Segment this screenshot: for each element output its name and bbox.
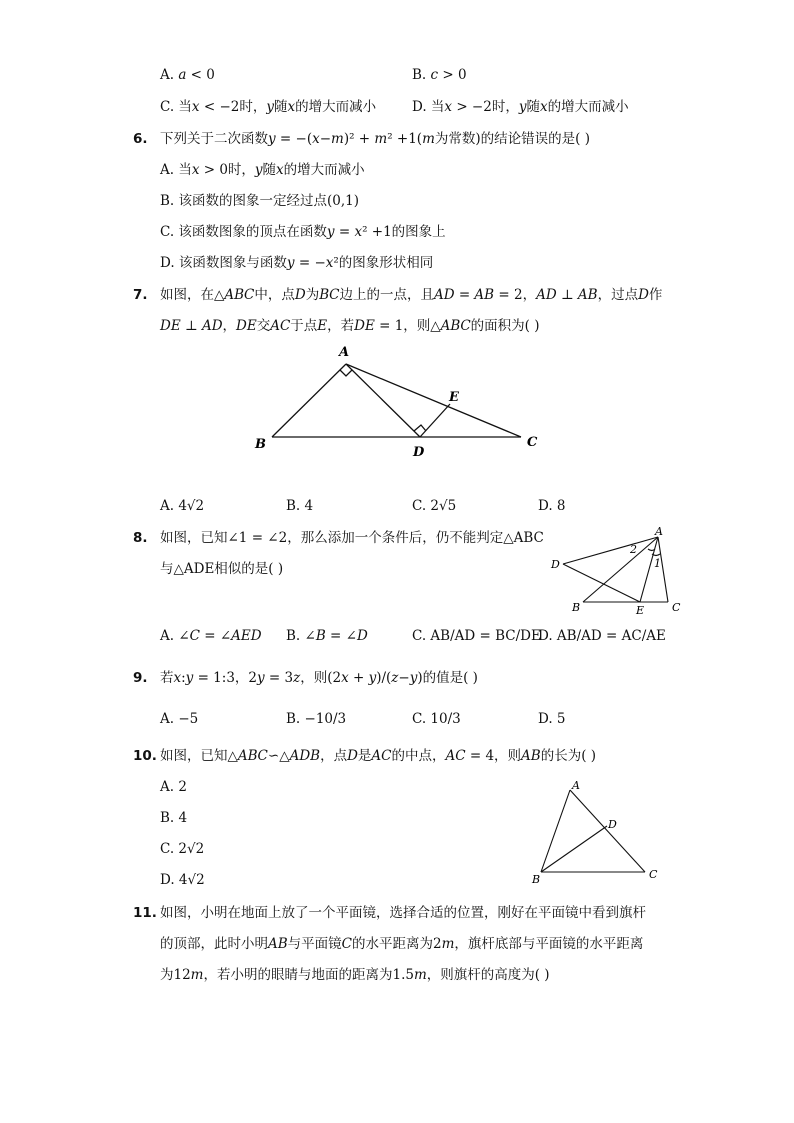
q9-option-c: C. 10/3 xyxy=(412,711,461,727)
q10-label-d: D xyxy=(608,818,617,831)
q7-label-b: B xyxy=(255,437,266,452)
q10-option-b: B. 4 xyxy=(160,810,188,826)
q10-stem: 如图，已知△𝐴𝐵𝐶∽△𝐴𝐷𝐵，点𝐷是𝐴𝐶的中点，𝐴𝐶 = 4，则𝐴𝐵的长为( ) xyxy=(160,748,597,764)
q6-option-c: C. 该函数图象的顶点在函数𝑦 = 𝑥² +1的图象上 xyxy=(160,224,446,240)
q5-option-b: B. 𝑐 > 0 xyxy=(412,67,467,83)
q8-stem-line1: 如图，已知∠1 = ∠2，那么添加一个条件后，仍不能判定△ABC xyxy=(160,530,544,546)
q7-option-d: D. 8 xyxy=(538,498,566,514)
q8-label-a: A xyxy=(655,525,663,538)
q5-option-d: D. 当𝑥 > −2时，𝑦随𝑥的增大而减小 xyxy=(412,99,629,115)
q5-option-c: C. 当𝑥 < −2时，𝑦随𝑥的增大而减小 xyxy=(160,99,377,115)
q10-number: 10. xyxy=(133,748,157,764)
q11-stem-line2: 的顶部，此时小明𝐴𝐵与平面镜𝐶的水平距离为2𝑚，旗杆底部与平面镜的水平距离 xyxy=(160,936,644,952)
q7-label-a: A xyxy=(339,345,350,360)
q7-option-a: A. 4√2 xyxy=(160,498,205,514)
q7-option-b: B. 4 xyxy=(286,498,314,514)
q10-label-c: C xyxy=(649,868,658,881)
q5-option-a: A. 𝑎 < 0 xyxy=(160,67,215,83)
q8-angle-1-label: 1 xyxy=(654,557,661,570)
q7-option-c: C. 2√5 xyxy=(412,498,457,514)
q10-option-c: C. 2√2 xyxy=(160,841,205,857)
q8-label-b: B xyxy=(572,601,581,614)
q8-label-d: D xyxy=(551,558,560,571)
q7-number: 7. xyxy=(133,287,148,303)
q9-option-d: D. 5 xyxy=(538,711,566,727)
q6-stem: 下列关于二次函数𝑦 = −(𝑥−𝑚)² + 𝑚² +1(𝑚为常数)的结论错误的是( ) xyxy=(160,131,590,147)
q11-number: 11. xyxy=(133,905,157,921)
q6-option-d: D. 该函数图象与函数𝑦 = −𝑥²的图象形状相同 xyxy=(160,255,434,271)
q10-label-b: B xyxy=(532,873,541,886)
q8-option-b: B. ∠𝐵 = ∠𝐷 xyxy=(286,628,368,644)
q7-stem-line1: 如图，在△𝐴𝐵𝐶中，点𝐷为𝐵𝐶边上的一点，且𝐴𝐷 = 𝐴𝐵 = 2，𝐴𝐷 ⊥ 𝐴𝐵，过点𝐷作 xyxy=(160,287,663,303)
q9-number: 9. xyxy=(133,670,148,686)
q8-option-d: D. AB/AD = AC/AE xyxy=(538,628,666,644)
q6-number: 6. xyxy=(133,131,148,147)
q6-option-b: B. 该函数的图象一定经过点(0,1) xyxy=(160,193,360,209)
q8-label-c: C xyxy=(672,601,681,614)
q7-label-c: C xyxy=(527,435,538,450)
q7-label-d: D xyxy=(413,445,425,460)
q8-stem-line2: 与△ADE相似的是( ) xyxy=(160,561,284,577)
q6-option-a: A. 当𝑥 > 0时，𝑦随𝑥的增大而减小 xyxy=(160,162,365,178)
q8-option-a: A. ∠𝐶 = ∠𝐴𝐸𝐷 xyxy=(160,628,262,644)
q11-stem-line3: 为12𝑚，若小明的眼睛与地面的距离为1.5𝑚，则旗杆的高度为( ) xyxy=(160,967,550,983)
q8-number: 8. xyxy=(133,530,148,546)
q7-stem-line2: 𝐷𝐸 ⊥ 𝐴𝐷，𝐷𝐸交𝐴𝐶于点𝐸，若𝐷𝐸 = 1，则△𝐴𝐵𝐶的面积为( ) xyxy=(160,318,540,334)
q9-option-a: A. −5 xyxy=(160,711,199,727)
q8-label-e: E xyxy=(636,604,645,617)
q9-stem: 若𝑥:𝑦 = 1:3，2𝑦 = 3𝑧，则(2𝑥 + 𝑦)/(𝑧−𝑦)的值是( ) xyxy=(160,670,478,686)
q9-option-b: B. −10/3 xyxy=(286,711,347,727)
q10-option-a: A. 2 xyxy=(160,779,187,795)
q8-option-c: C. AB/AD = BC/DE xyxy=(412,628,541,644)
q10-label-a: A xyxy=(572,779,580,792)
q11-stem-line1: 如图，小明在地面上放了一个平面镜，选择合适的位置，刚好在平面镜中看到旗杆 xyxy=(160,905,646,921)
q8-angle-2-label: 2 xyxy=(630,543,637,556)
q7-label-e: E xyxy=(449,390,459,405)
q10-option-d: D. 4√2 xyxy=(160,872,205,888)
